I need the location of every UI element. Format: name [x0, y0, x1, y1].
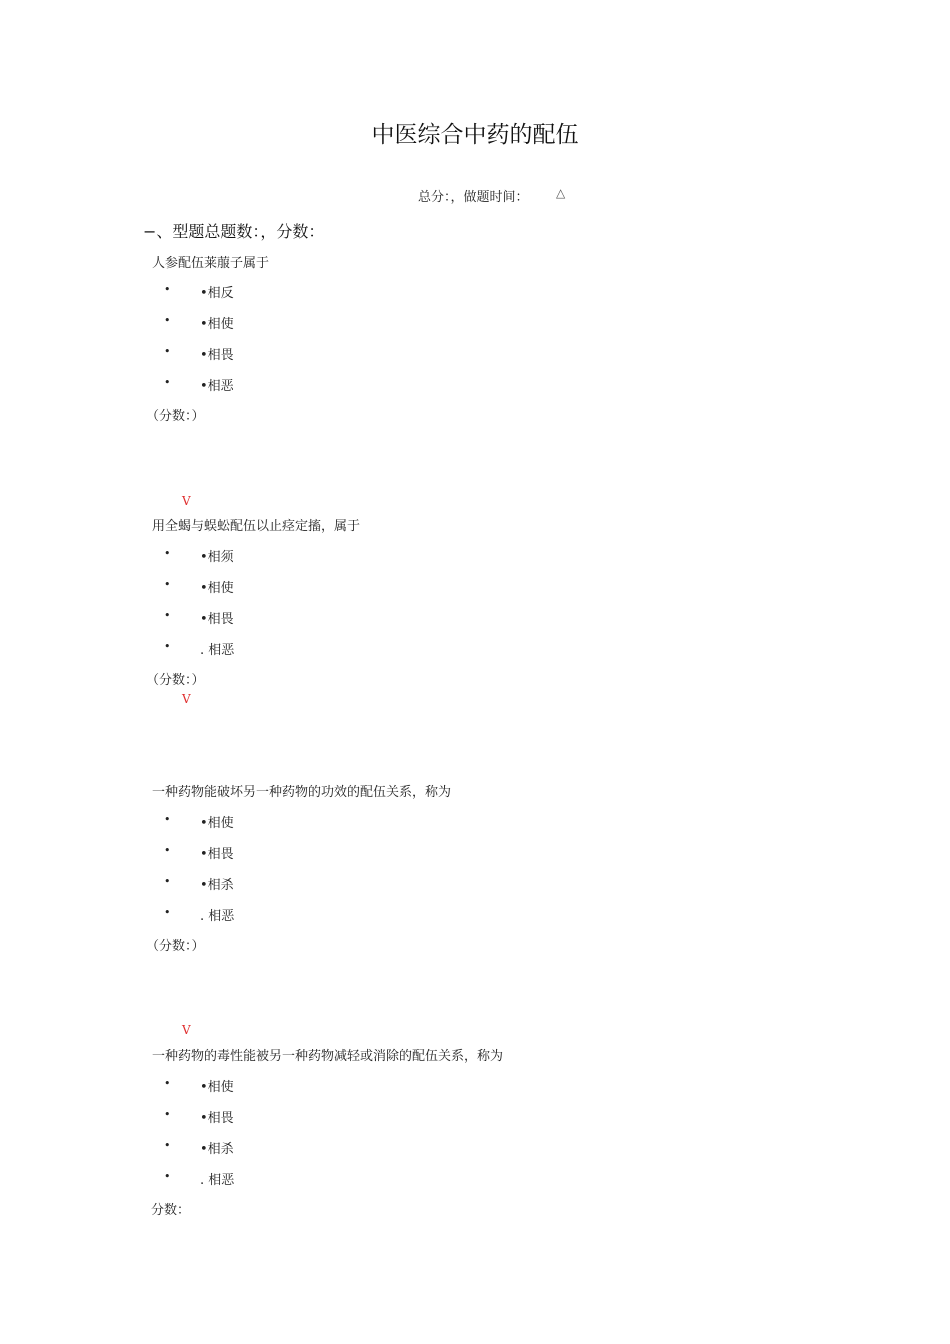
question-1-check-mark: V: [182, 494, 191, 508]
question-3-score: （分数：）: [146, 939, 205, 954]
bullet-icon: •: [164, 1170, 171, 1183]
option-label: •相使: [200, 816, 234, 831]
bullet-icon: •: [164, 875, 171, 888]
question-3-text: 一种药物能破坏另一种药物的功效的配伍关系，称为: [152, 785, 452, 800]
bullet-icon: •: [164, 609, 171, 622]
question-3-check-mark: V: [182, 1023, 191, 1037]
bullet-icon: •: [164, 813, 171, 826]
question-4-text: 一种药物的毒性能被另一种药物减轻或消除的配伍关系，称为: [152, 1049, 504, 1064]
option-label: •相反: [200, 286, 234, 301]
bullet-icon: •: [164, 345, 171, 358]
option-label: •相畏: [200, 847, 234, 862]
question-2-text: 用全蝎与蜈蚣配伍以止痉定搐，属于: [152, 519, 361, 534]
bullet-icon: •: [164, 906, 171, 919]
option-label: •相畏: [200, 1111, 234, 1126]
bullet-icon: •: [164, 844, 171, 857]
option-label: •相杀: [200, 1142, 234, 1157]
bullet-icon: •: [164, 314, 171, 327]
option-label: . 相恶: [200, 1173, 235, 1188]
option-label: •相须: [200, 550, 234, 565]
option-label: •相畏: [200, 348, 234, 363]
bullet-icon: •: [164, 1077, 171, 1090]
question-1-score: （分数：）: [146, 409, 205, 424]
option-label: •相杀: [200, 878, 234, 893]
section-heading: −、型题总题数：，分数：: [143, 222, 325, 241]
option-label: •相恶: [200, 379, 234, 394]
bullet-icon: •: [164, 283, 171, 296]
option-label: •相畏: [200, 612, 234, 627]
question-2-check-mark: V: [182, 692, 191, 706]
page-title: 中医综合中药的配伍: [371, 122, 579, 148]
option-label: •相使: [200, 581, 234, 596]
question-4-score: 分数：: [151, 1203, 191, 1218]
option-label: •相使: [200, 317, 234, 332]
bullet-icon: •: [164, 1108, 171, 1121]
exam-meta: 总分：，做题时间：: [418, 190, 529, 205]
bullet-icon: •: [164, 1139, 171, 1152]
triangle-icon: △: [556, 186, 566, 200]
option-label: •相使: [200, 1080, 234, 1095]
option-label: . 相恶: [200, 909, 235, 924]
bullet-icon: •: [164, 640, 171, 653]
question-2-score: （分数：）: [146, 673, 205, 688]
bullet-icon: •: [164, 376, 171, 389]
bullet-icon: •: [164, 547, 171, 560]
question-1-text: 人参配伍莱菔子属于: [152, 256, 270, 271]
bullet-icon: •: [164, 578, 171, 591]
option-label: . 相恶: [200, 643, 235, 658]
